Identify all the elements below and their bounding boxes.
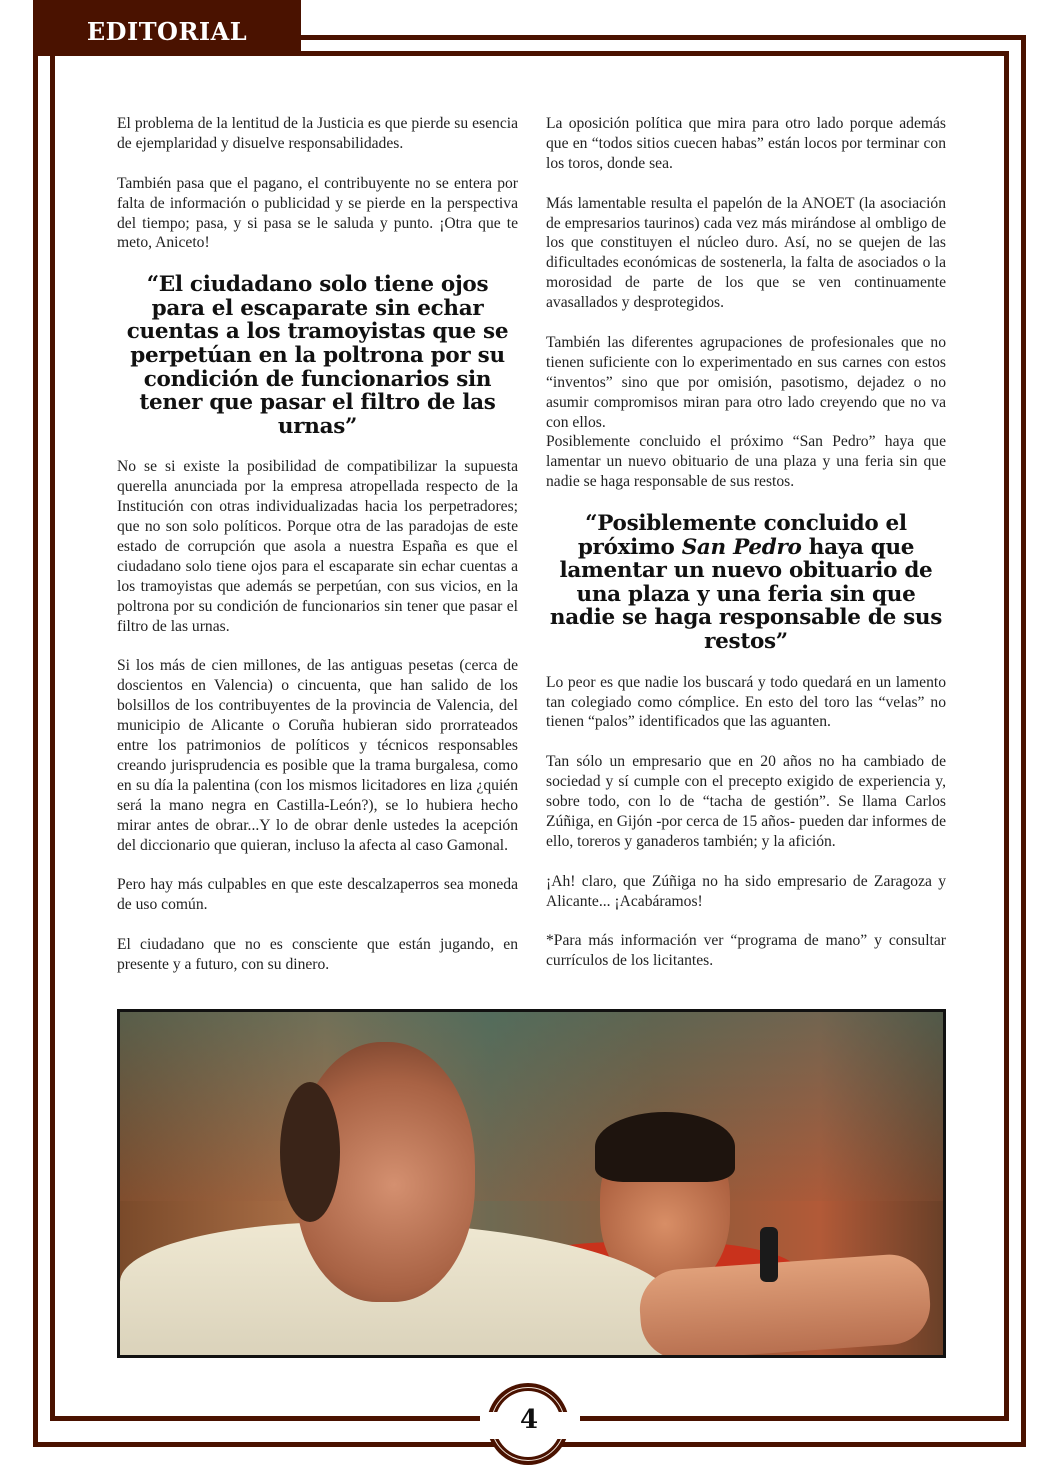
paragraph: Si los más de cien millones, de las antiguas pesetas (cerca de doscientos en Valencia) o cincuenta, que han salido de los bolsillos de los contribuyentes de la provincia de Valencia, del municipio de Alicante o Coruña hubieran sido prorrateados entre los patrimonios de políticos y técnicos responsables creando jurisprudencia es posible que la trama burgalesa, como en su día la palentina (con los mismos licitadores en liza ¿quién será la mano negra en Castilla-León?), se lo hubiera hecho mirar antes de obrar...Y lo de obrar denle ustedes la acepción del diccionario que quieran, incluso la afecta al caso Gamonal. [117,657,518,854]
page-number: 4 [519,1405,539,1435]
section-header [33,0,301,56]
pull-quote-italic: San Pedro [681,534,802,560]
paragraph: Pero hay más culpables en que este descalzaperros sea moneda de uso común. [117,876,518,914]
photo-young-man-hair [595,1112,735,1182]
photo-older-man-hair [280,1082,340,1222]
paragraph: *Para más información ver “programa de mano” y consultar currículos de los licitantes. [546,932,946,970]
paragraph: ¡Ah! claro, que Zúñiga no ha sido empresario de Zaragoza y Alicante... ¡Acabáramos! [546,872,946,910]
paragraph: Posiblemente concluido el próximo “San Pedro” haya que lamentar un nuevo obituario de una plaza y una feria sin que nadie se haga responsable de sus restos. [546,433,946,491]
page-number-badge [485,1381,575,1471]
paragraph: Lo peor es que nadie los buscará y todo quedará en un lamento tan colegiado como cómplice. En esto del toro las “velas” no tienen “palos” identificados que las aguanten. [546,673,946,731]
left-column [117,114,518,995]
photo-background [120,1012,943,1201]
photo-watch [760,1227,778,1282]
paragraph: El ciudadano que no es consciente que están jugando, en presente y a futuro, con su dinero. [117,936,518,973]
pull-quote: “El ciudadano solo tiene ojos para el escaparate sin echar cuentas a los tramoyistas que se perpetúan en la poltrona por su condición de funcionarios sin tener que pasar el filtro de las urnas” [126,272,509,439]
right-column [546,114,946,991]
paragraph: No se si existe la posibilidad de compatibilizar la supuesta querella anunciada por la empresa atropellada respecto de la Institución con otras individualizadas hacia los perpetradores; que no son solo políticos. Porque otra de las paradojas de este estado de corrupción que asola a nuestra España es que el ciudadano solo tiene ojos para el escaparate sin echar cuentas a los tramoyistas que además se perpetúan, con sus vicios, en la poltrona por su condición de funcionarios sin tener que pasar el filtro de las urnas. [117,458,518,635]
paragraph: Tan sólo un empresario que en 20 años no ha cambiado de sociedad y sí cumple con el precepto exigido de experiencia y, sobre todo, con lo de “tacha de gestión”. Se llama Carlos Zúñiga, en Gijón -por cerca de 15 años- pueden dar informes de ello, toreros y ganaderos también; y la afición. [546,753,946,850]
paragraph: También las diferentes agrupaciones de profesionales que no tienen suficiente con lo experimentado en sus carnes con estos “inventos” sino que por omisión, pasotismo, dejadez o no asumir compromisos miran para otro lado creyendo que no va con ellos. [546,333,946,431]
pull-quote-start: “Posiblemente concluido el próximo [577,511,907,560]
article-photo [117,1009,946,1358]
paragraph: El problema de la lentitud de la Justicia es que pierde su esencia de ejemplaridad y disuelve responsabilidades. [117,115,518,152]
pull-quote [546,512,946,654]
paragraph: También pasa que el pagano, el contribuyente no se entera por falta de información o publicidad y se pierde en la perspectiva del tiempo; pasa, y si pasa se le saluda y punto. ¡Otra que te meto, Aniceto! [117,174,518,252]
pull-quote-end: haya que lamentar un nuevo obituario de una plaza y una feria sin que nadie se haga responsable de sus restos” [549,534,943,655]
paragraph: La oposición política que mira para otro lado porque además que en “todos sitios cuecen habas” están locos por terminar con los toros, donde sea. [546,115,946,172]
section-title: EDITORIAL [86,16,248,46]
paragraph: Más lamentable resulta el papelón de la ANOET (la asociación de empresarios taurinos) cada vez más mirándose al ombligo de los que constituyen el núcleo duro. Así, no se quejen de las dificultades económicas de sostenerla, la falta de asociados o la morosidad de parte de los que se ven continuamente avasallados y desprotegidos. [546,194,946,312]
